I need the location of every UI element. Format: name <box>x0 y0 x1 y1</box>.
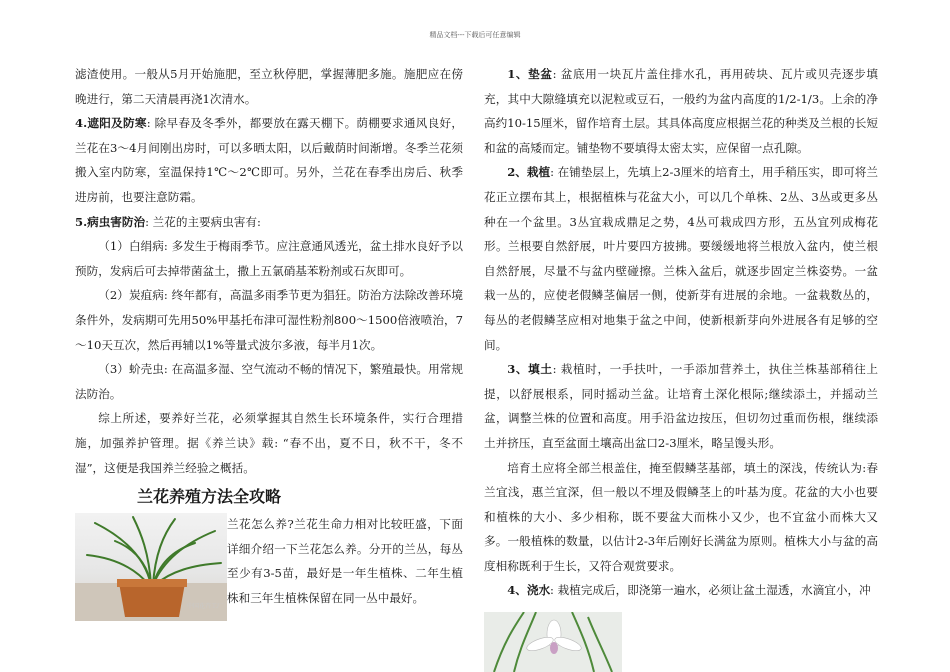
section-text: : 除早春及冬季外，都要放在露天棚下。荫棚要求通风良好，兰花在3～4月间刚出房时，可以多晒太阳，以后戴荫时间渐增。冬季兰花须搬入室内防寒，室温保持1℃～2℃即可。另外，兰花在春季出房后、秋季进房前，也要注意防霜。 <box>75 116 464 204</box>
disease-item-2: （2）炭疽病: 终年都有，高温多雨季节更为猖狂。防治方法除改善环境条件外，发病期可先用50%甲基托布津可湿性粉剂800～1500倍液喷治，7～10天互次，然后再辅以1%等量式波尔多液，每半月1次。 <box>75 288 464 352</box>
step-text: : 栽植时，一手扶叶，一手添加营养土，执住兰株基部稍往上提，以舒展根系，同时摇动兰盆。让培育土深化根际;继续添土，并摇动兰盆，调整兰株的位置和高度。用手沿盆边按压，但切勿过重而伤根，继续添土并挤压，直至盆面土壤高出盆口2-3厘米，略呈馒头形。 <box>484 362 878 450</box>
section-text: : 兰花的主要病虫害有: <box>145 214 261 229</box>
orchid-pot-photo <box>75 513 227 621</box>
step-text: : 栽植完成后，即浇第一遍水，必须让盆土湿透，水滴宜小，冲 <box>550 583 871 598</box>
section-label: 4.遮阳及防寒 <box>75 116 147 131</box>
summary-paragraph: 综上所述，要养好兰花，必须掌握其自然生长环境条件，实行合理措施，加强养护管理。据《养兰诀》载: “春不出，夏不日，秋不干，冬不湿”，这便是我国养兰经验之概括。 <box>75 411 463 475</box>
step-pad-pot <box>484 62 878 160</box>
fertilizer-paragraph: 滤渣使用。一般从5月开始施肥，至立秋停肥，掌握薄肥多施。施肥应在傍晚进行，第二天清晨再浇1次清水。 <box>75 67 463 106</box>
section-label: 5.病虫害防治 <box>75 214 146 229</box>
intro-paragraph: 兰花怎么养?兰花生命力相对比较旺盛，下面详细介绍一下兰花怎么养。分开的兰丛，每丛至少有3-5苗，最好是一年生植株、二年生植株和三年生植株保留在同一丛中最好。 <box>227 517 463 605</box>
disease-item-3: （3）蚧壳虫: 在高温多湿、空气流动不畅的情况下，繁殖最快。用常规法防治。 <box>75 362 463 401</box>
step-text: : 盆底用一块瓦片盖住排水孔，再用砖块、瓦片或贝壳逐步填充，其中大隙缝填充以泥粒或豆石，一般约为盆内高度的1/2-1/3。上余的净高约10-15厘米，留作培育土层。其具体高度应根据兰花的种类及兰根的长短和盆的高矮而定。铺垫物不要填得太密太实，应保留一点孔隙。 <box>484 67 878 155</box>
orchid-flower-photo <box>484 612 622 672</box>
section-pest-control <box>75 210 463 235</box>
right-column <box>484 62 878 603</box>
orchid-flower-icon <box>484 612 622 672</box>
disease-item-1: （1）白绢病: 多发生于梅雨季节。应注意通风透光，盆土排水良好予以预防，发病后可去掉带菌盆土，撒上五氯硝基苯粉剂或石灰即可。 <box>75 239 463 278</box>
section-shade-cold <box>75 111 463 209</box>
step-text: : 在铺垫层上，先填上2-3厘米的培育土，用手稍压实，即可将兰花正立摆布其上，根据植株与花盆大小，可以几个单株、2丛、3丛或更多丛种在一个盆里。3丛宜栽成鼎足之势，4丛可栽成四方形，五丛宜列成梅花形。兰根要自然舒展，叶片要四方披拂。要缓缓地将兰根放入盆内，使兰根自然舒展，尽量不与盆内壁碰擦。兰株入盆后，就逐步固定兰株姿势。一盆栽一丛的，应使老假鳞茎偏居一侧，使新芽有进展的余地。一盆栽数丛的，每丛的老假鳞茎应相对地集于盆之中间，使新根新芽向外进展各有足够的空间。 <box>484 165 878 352</box>
left-column <box>75 62 463 621</box>
photo-watermark: 中国花卉工厂 <box>186 602 223 610</box>
article-title: 兰花养殖方法全攻略 <box>137 487 282 507</box>
step-label: 3、填土 <box>507 362 553 377</box>
step-label: 1、垫盆 <box>507 67 553 81</box>
soil-paragraph: 培育土应将全部兰根盖住，掩至假鳞茎基部，填土的深浅，传统认为:春兰宜浅，惠兰宜深，但一般以不埋及假鳞茎上的叶基为度。花盆的大小也要和植株的大小、多少相称，既不要盆大而株小又少，也不宜盆小而株大又多。一般植株的数量，以估计2-3年后刚好长满盆为原则。植株大小与盆的高度相称既利于生长，又符合观赏要求。 <box>484 460 878 573</box>
step-label: 2、栽植 <box>507 165 551 180</box>
step-planting <box>484 160 878 357</box>
step-label: 4、浇水 <box>507 583 551 598</box>
step-fill-soil <box>484 357 878 455</box>
step-watering <box>484 578 878 603</box>
page-header: 精品文档---下载后可任意编辑 <box>429 31 521 39</box>
